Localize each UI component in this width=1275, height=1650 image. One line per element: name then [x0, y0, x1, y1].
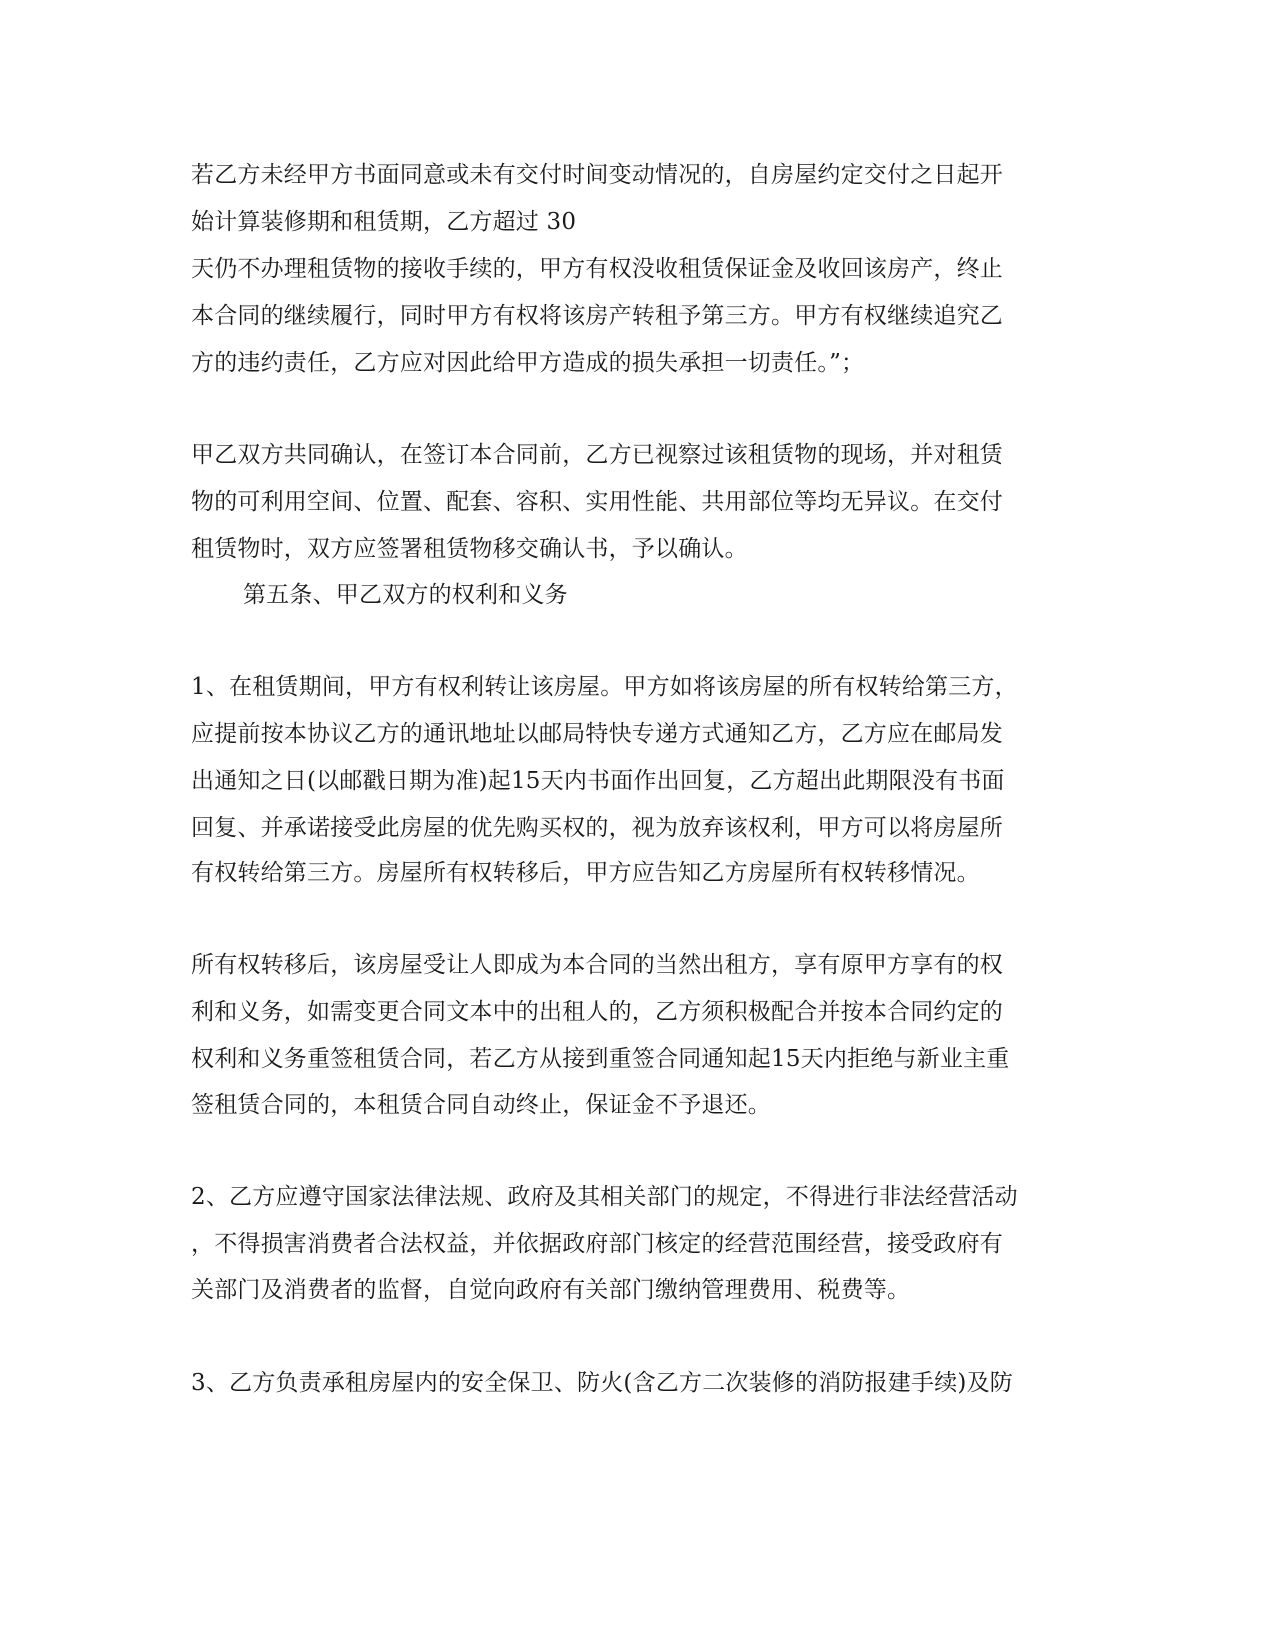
- paragraph-line: 租赁物时，双方应签署租赁物移交确认书，予以确认。: [191, 536, 748, 562]
- paragraph-line: 关部门及消费者的监督，自觉向政府有关部门缴纳管理费用、税费等。: [191, 1277, 911, 1303]
- paragraph-line: 1、在租赁期间，甲方有权利转让该房屋。甲方如将该房屋的所有权转给第三方，: [191, 674, 1018, 700]
- paragraph-line: 天仍不办理租赁物的接收手续的，甲方有权没收租赁保证金及收回该房产，终止: [191, 256, 1003, 282]
- paragraph-line: 物的可利用空间、位置、配套、容积、实用性能、共用部位等均无异议。在交付: [191, 489, 1003, 515]
- paragraph-line: 权利和义务重签租赁合同，若乙方从接到重签合同通知起15天内拒绝与新业主重: [191, 1046, 1010, 1072]
- paragraph-line: 若乙方未经甲方书面同意或未有交付时间变动情况的，自房屋约定交付之日起开: [191, 162, 1003, 188]
- paragraph-line: 回复、并承诺接受此房屋的优先购买权的，视为放弃该权利，甲方可以将房屋所: [191, 815, 1003, 841]
- paragraph-line: 利和义务，如需变更合同文本中的出租人的，乙方须积极配合并按本合同约定的: [191, 999, 1003, 1025]
- paragraph-line: 3、乙方负责承租房屋内的安全保卫、防火(含乙方二次装修的消防报建手续)及防: [191, 1370, 1013, 1396]
- paragraph-line: 应提前按本协议乙方的通讯地址以邮局特快专递方式通知乙方，乙方应在邮局发: [191, 721, 1003, 747]
- paragraph-line: 所有权转移后，该房屋受让人即成为本合同的当然出租方，享有原甲方享有的权: [191, 952, 1003, 978]
- paragraph-line: 本合同的继续履行，同时甲方有权将该房产转租予第三方。甲方有权继续追究乙: [191, 303, 1003, 329]
- paragraph-line: 签租赁合同的，本租赁合同自动终止，保证金不予退还。: [191, 1092, 771, 1118]
- paragraph-line: 2、乙方应遵守国家法律法规、政府及其相关部门的规定，不得进行非法经营活动: [191, 1184, 1018, 1210]
- paragraph-line: 甲乙双方共同确认，在签订本合同前，乙方已视察过该租赁物的现场，并对租赁: [191, 442, 1003, 468]
- paragraph-line: 方的违约责任，乙方应对因此给甲方造成的损失承担一切责任。”；: [191, 350, 865, 376]
- paragraph-line: 有权转给第三方。房屋所有权转移后，甲方应告知乙方房屋所有权转移情况。: [191, 860, 980, 886]
- paragraph-line: ，不得损害消费者合法权益，并依据政府部门核定的经营范围经营，接受政府有: [191, 1231, 1003, 1257]
- paragraph-line: 出通知之日(以邮戳日期为准)起15天内书面作出回复，乙方超出此期限没有书面: [191, 768, 1005, 794]
- paragraph-line: 始计算装修期和租赁期，乙方超过 30: [191, 209, 577, 235]
- section-heading: 第五条、甲乙双方的权利和义务: [243, 582, 568, 608]
